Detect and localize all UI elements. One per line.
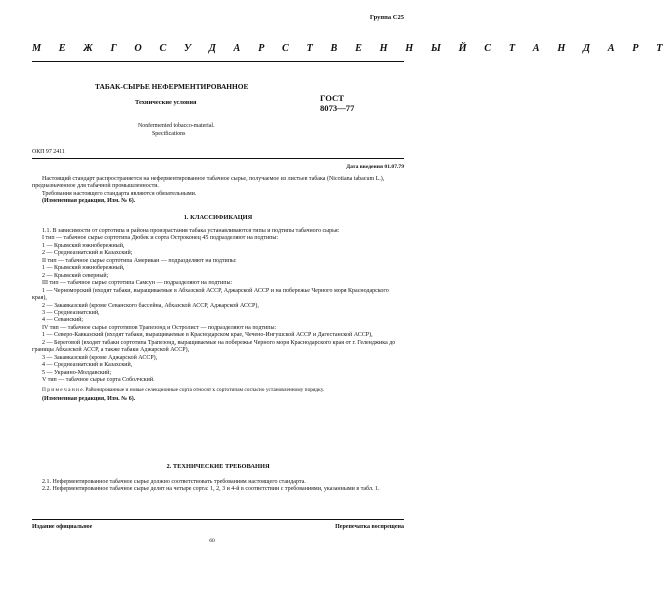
standard-type-heading: М Е Ж Г О С У Д А Р С Т В Е Н Н Ы Й С Т А Н Д А Р Т [32, 43, 670, 54]
section2-body [32, 479, 404, 494]
top-rule [32, 61, 404, 62]
list-item: 1 — Черноморский (входят табаки, выращиваемые в Абхазской АССР, Аджарской АССР и на побережье Черного моря Краснодарского края), [32, 287, 389, 302]
note-text: Районированные и новые селекционные сорта относят к сортотипам согласно установленному порядку. [85, 386, 325, 393]
english-title-line2: Specifications [152, 131, 186, 137]
gost-code: 8073—77 [320, 103, 355, 113]
group-code: Группа С25 [369, 14, 404, 21]
official-edition-label: Издание официальное [32, 524, 93, 530]
section1-body [32, 228, 404, 404]
list-item: 4 — Среднеазиатский и Казахский, [42, 362, 133, 369]
clause-2-1: 2.1. Неферментированное табачное сырье должно соответствовать требованиям настоящего стандарта. [42, 479, 306, 485]
list-item: 1.1. В зависимости от сортотипа и района произрастания табака устанавливаются типы и подтипы табачного сырья: [42, 228, 340, 234]
classification-note [32, 387, 404, 394]
english-title [138, 122, 215, 138]
date-introduced: Дата введения 01.07.79 [346, 164, 404, 170]
footer-rule [32, 519, 404, 520]
page-number: 60 [209, 538, 215, 544]
intro-block [32, 176, 404, 206]
list-item: I тип — табачное сырье сортотипа Дюбек и сорта Остроконец 45 подразделяют на подтипы: [42, 235, 279, 242]
list-item: 2 — Крымский северный; [42, 272, 109, 279]
list-item: 2 — Среднеазиатский и Казахский; [42, 250, 133, 257]
okp-code: ОКП 97 2411 [32, 149, 65, 155]
intro-edit-note: (Измененная редакция, Изм. № 6). [42, 198, 136, 205]
list-item: 3 — Среднеазиатский, [42, 309, 100, 316]
list-item: V тип — табачное сырье сорта Соболчский. [42, 377, 155, 384]
document-title: ТАБАК-СЫРЬЕ НЕФЕРМЕНТИРОВАННОЕ [95, 82, 249, 91]
list-item: 5 — Украино-Молдавский; [42, 369, 111, 376]
list-item: IV тип — табачное сырье сортотипов Трапезонд и Остролист — подразделяют на подтипы: [42, 324, 277, 331]
note-label: П р и м е ч а н и е. [42, 386, 85, 393]
gost-number [320, 93, 354, 113]
intro-mandatory: Требования настоящего стандарта являются обязательными. [42, 190, 197, 197]
english-title-line1: Nonfermented tobacco-material. [138, 123, 215, 129]
list-item: 4 — Севанский; [42, 317, 84, 324]
clause-2-2: 2.2. Неферментированное табачное сырье делят на четыре сорта: 1, 2, 3 и 4-й в соответствии с требованиями, указанными в табл. 1. [42, 486, 380, 493]
section1-heading: 1. КЛАССИФИКАЦИЯ [183, 214, 253, 221]
list-item: 1 — Крымский южнобережный, [42, 265, 125, 272]
section2-heading: 2. ТЕХНИЧЕСКИЕ ТРЕБОВАНИЯ [166, 463, 270, 470]
reprint-prohibited-label: Перепечатка воспрещена [335, 524, 404, 530]
list-item: III тип — табачное сырье сортотипа Самсун — подразделяют на подтипы: [42, 280, 233, 287]
section1-edit-note: (Измененная редакция, Изм. № 6). [42, 396, 136, 403]
list-item: 1 — Крымский южнобережный, [42, 242, 125, 249]
intro-paragraph: Настоящий стандарт распространяется на неферментированное табачное сырье, получаемое из листьев табака (Nicotiana tabacum L.), предназначенное для табачной промышленности. [32, 176, 385, 190]
okp-rule [32, 158, 404, 159]
list-item: II тип — табачное сырье сортотипа Американ — подразделяют на подтипы: [42, 257, 237, 264]
gost-label: ГОСТ [320, 93, 344, 103]
list-item: 1 — Северо-Кавказский (входят табаки, выращиваемые в Краснодарском крае, Чечено-Ингушской АССР и Дагестанской АССР), [42, 332, 373, 339]
list-item: 2 — Береговой (входят табаки сортотипа Трапезонд, выращиваемые на побережье Черного моря Краснодарского края от г. Геленджика до границы Абхазской АССР, а также табаки Аджарской АССР), [32, 339, 396, 354]
list-item: 3 — Закавказский (кроме Аджарской АССР), [42, 354, 158, 361]
list-item: 2 — Закавказский (кроме Севанского бассейна, Абхазской АССР, Аджарской АССР), [42, 302, 259, 309]
document-subtitle: Технические условия [135, 99, 197, 106]
